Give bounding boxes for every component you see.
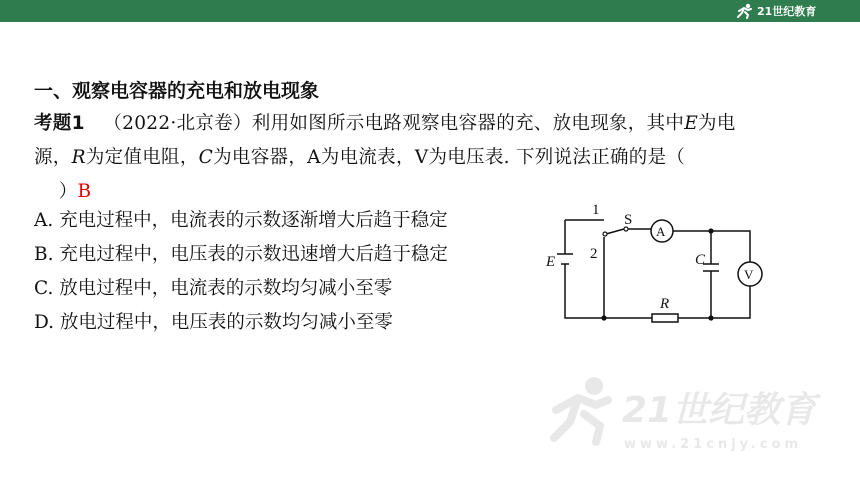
- question-line-1: [34, 107, 834, 141]
- option-c: C. 放电过程中，电流表的示数均匀减小至零: [34, 278, 393, 299]
- junction-top-icon: [708, 228, 713, 233]
- watermark-brand: 21世纪教育: [622, 390, 817, 431]
- brand-logo: [736, 2, 836, 20]
- question-text-2c: 为电容器，A为电流表，V为电压表. 下列说法正确的是（: [213, 147, 686, 168]
- answer-paren: ）: [58, 181, 78, 202]
- question-text-1: （2022·北京卷）利用如图所示电路观察电容器的充、放电现象，其中: [103, 113, 685, 134]
- question-text-2b: 为定值电阻，: [85, 147, 199, 168]
- symbol-E: E: [684, 113, 699, 134]
- watermark-runner-icon: [554, 377, 608, 442]
- answer-text: B: [77, 181, 92, 202]
- section-title: 一、观察电容器的充电和放电现象: [34, 80, 320, 102]
- junction-bottom-right-icon: [708, 315, 713, 320]
- symbol-R: R: [71, 147, 86, 168]
- voltmeter-label: V: [744, 267, 754, 282]
- question-line-2: [34, 141, 834, 175]
- question-text-1-end: 为电: [698, 113, 736, 134]
- battery-label: E: [546, 254, 556, 270]
- brand-text: 21世纪教育: [757, 5, 817, 18]
- runner-logo-icon: [736, 3, 754, 19]
- resistor-label: R: [660, 296, 670, 312]
- watermark-url: www.21cnjy.com: [624, 437, 803, 452]
- circuit-diagram: [540, 198, 780, 328]
- switch-contact-icon: [603, 232, 607, 236]
- question-label: 考题1: [34, 113, 85, 134]
- options-list: [34, 204, 534, 340]
- junction-bottom-left-icon: [601, 315, 606, 320]
- option-b: B. 充电过程中，电压表的示数迅速增大后趋于稳定: [34, 244, 448, 265]
- terminal-2-label: 2: [590, 246, 598, 262]
- terminal-1-label: 1: [592, 202, 600, 218]
- capacitor-label: C: [695, 252, 706, 268]
- resistor-icon: [652, 314, 678, 322]
- question-stem: [34, 107, 834, 209]
- symbol-C: C: [198, 147, 214, 168]
- question-text-2a: 源，: [34, 147, 72, 168]
- header-bar: [0, 0, 860, 22]
- watermark: [548, 372, 838, 454]
- ammeter-label: A: [656, 224, 666, 239]
- switch-label: S: [624, 212, 633, 228]
- option-d: D. 放电过程中，电压表的示数均匀减小至零: [34, 312, 393, 333]
- option-a: A. 充电过程中，电流表的示数逐渐增大后趋于稳定: [34, 210, 448, 231]
